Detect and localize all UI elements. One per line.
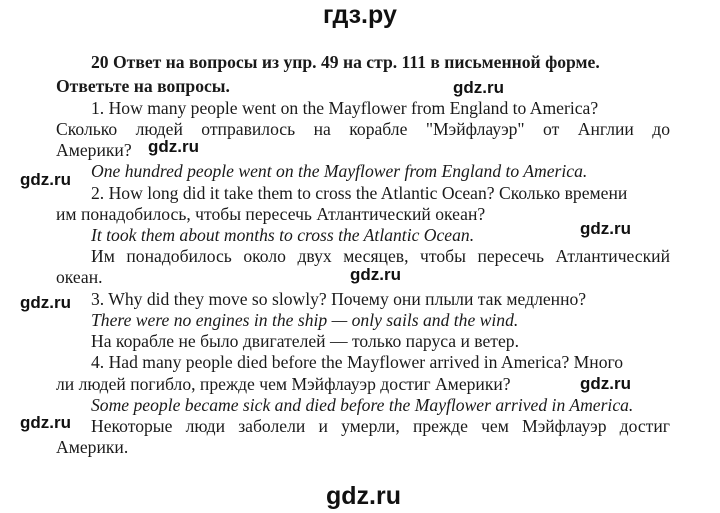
watermark-7: gdz.ru <box>580 374 631 393</box>
answer-4-russian-line-2: Америки. <box>56 437 129 457</box>
answer-2-english: It took them about months to cross the Atlantic Ocean. <box>91 225 475 245</box>
answer-2-russian-line-2: океан. <box>56 267 103 287</box>
watermark-2: gdz.ru <box>148 137 199 156</box>
answer-4-english: Some people became sick and died before the Mayflower arrived in America. <box>91 395 634 415</box>
question-2-line-2: им понадобилось, чтобы пересечь Атлантический океан? <box>56 204 486 224</box>
watermark-8: gdz.ru <box>20 413 71 432</box>
answer-1: One hundred people went on the Mayflower from England to America. <box>91 161 588 181</box>
answer-3-russian: На корабле не было двигателей — только паруса и ветер. <box>91 331 519 351</box>
question-1-line-1: 1. How many people went on the Mayflower from England to America? <box>91 98 599 118</box>
question-1-line-2: Сколько людей отправилось на корабле "Мэйфлауэр" от Англии до <box>56 119 670 139</box>
watermark-4: gdz.ru <box>580 219 631 238</box>
question-3: 3. Why did they move so slowly? Почему они плыли так медленно? <box>91 289 587 309</box>
site-watermark-bottom: gdz.ru <box>326 482 401 510</box>
question-1-line-3: Америки? <box>56 140 132 160</box>
answer-4-russian-line-1: Некоторые люди заболели и умерли, прежде чем Мэйфлауэр достиг <box>91 416 670 436</box>
instruction: Ответьте на вопросы. <box>56 76 230 96</box>
exercise-heading: 20 Ответ на вопросы из упр. 49 на стр. 111 в письменной форме. <box>91 52 600 72</box>
watermark-3: gdz.ru <box>20 170 71 189</box>
watermark-6: gdz.ru <box>20 293 71 312</box>
answer-2-russian-line-1: Им понадобилось около двух месяцев, чтобы пересечь Атлантический <box>91 246 670 266</box>
watermark-1: gdz.ru <box>453 78 504 97</box>
watermark-5: gdz.ru <box>350 265 401 284</box>
question-2-line-1: 2. How long did it take them to cross the Atlantic Ocean? Сколько времени <box>91 183 628 203</box>
answer-3-english: There were no engines in the ship — only sails and the wind. <box>91 310 519 330</box>
question-4-line-2: ли людей погибло, прежде чем Мэйфлауэр достиг Америки? <box>56 374 511 394</box>
question-4-line-1: 4. Had many people died before the Mayflower arrived in America? Много <box>91 352 624 372</box>
site-watermark-top: гдз.ру <box>323 1 397 29</box>
